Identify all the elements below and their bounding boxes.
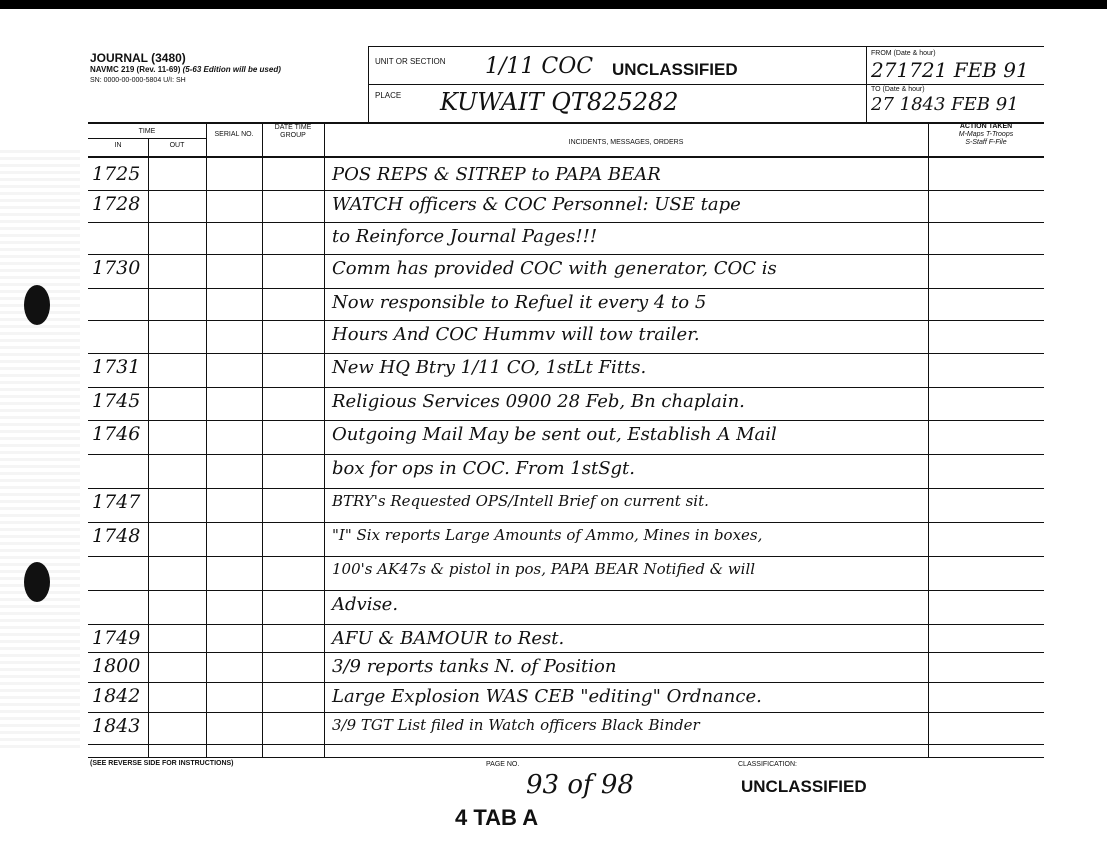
row-rule [88,254,1044,255]
to-label: TO (Date & hour) [871,86,925,93]
row-time-in: 1747 [92,491,141,513]
rule [88,757,1044,758]
rule [368,46,1044,47]
row-time-in: 1748 [92,525,141,547]
unit-value: 1/11 COC [485,54,594,79]
row-incident-text: 3/9 reports tanks N. of Position [332,656,617,677]
classification-top: UNCLASSIFIED [612,60,738,79]
row-rule [88,652,1044,653]
row-incident-text: "I" Six reports Large Amounts of Ammo, Mines in boxes, [332,526,763,544]
rule [88,138,206,139]
row-rule [88,682,1044,683]
from-value: 271721 FEB 91 [871,58,1029,82]
to-value: 27 1843 FEB 91 [871,94,1019,115]
from-label: FROM (Date & hour) [871,50,936,57]
place-value: KUWAIT QT825282 [440,88,679,116]
row-incident-text: Outgoing Mail May be sent out, Establish A Mail [332,424,777,445]
row-rule [88,712,1044,713]
row-time-in: 1800 [92,655,141,677]
rule [88,156,1044,158]
row-rule [88,522,1044,523]
col-serial: SERIAL NO. [214,131,254,138]
rule [368,46,369,122]
form-title: JOURNAL (3480) [90,51,186,65]
form-header [90,53,281,86]
row-rule [88,556,1044,557]
row-time-in: 1749 [92,627,141,649]
scan-top-border [0,0,1107,9]
row-incident-text: Religious Services 0900 28 Feb, Bn chaplain. [332,391,745,412]
place-label: PLACE [375,91,402,100]
col-action: ACTION TAKEN [959,123,1013,130]
row-rule [88,624,1044,625]
form-sn: SN: 0000-00-000-5804 U/I: SH [90,77,186,84]
tab-stamp: 4 TAB A [455,805,539,830]
row-time-in: 1728 [92,193,141,215]
row-time-in: 1730 [92,257,141,279]
unit-label: UNIT OR SECTION [375,57,446,66]
page-label: PAGE NO. [486,761,520,768]
page-value: 93 of 98 [526,770,634,800]
col-incidents: INCIDENTS, MESSAGES, ORDERS [568,139,684,146]
col-out: OUT [169,142,185,149]
row-rule [88,190,1044,191]
classification-bottom: UNCLASSIFIED [741,777,867,796]
col-dtg: DATE TIME GROUP [274,124,312,139]
row-rule [88,488,1044,489]
form-revision: NAVMC 219 (Rev. 11-69) [90,65,181,74]
row-incident-text: Advise. [332,594,399,615]
rule [928,122,929,758]
row-incident-text: AFU & BAMOUR to Rest. [332,628,565,649]
row-incident-text: Hours And COC Hummv will tow trailer. [332,324,700,345]
row-rule [88,454,1044,455]
row-incident-text: 3/9 TGT List filed in Watch officers Black Binder [332,716,700,734]
row-rule [88,387,1044,388]
row-incident-text: 100's AK47s & pistol in pos, PAPA BEAR Notified & will [332,560,756,578]
row-rule [88,288,1044,289]
row-incident-text: POS REPS & SITREP to PAPA BEAR [332,164,661,185]
row-rule [88,744,1044,745]
row-incident-text: Comm has provided COC with generator, COC is [332,258,777,279]
rule [88,122,1044,124]
row-rule [88,320,1044,321]
row-incident-text: New HQ Btry 1/11 CO, 1stLt Fitts. [332,357,647,378]
punch-hole [24,562,50,602]
row-incident-text: to Reinforce Journal Pages!!! [332,226,598,247]
row-rule [88,222,1044,223]
classification-label: CLASSIFICATION: [738,761,797,768]
row-time-in: 1843 [92,715,141,737]
col-action-codes: S-Staff F-File [965,139,1007,146]
row-rule [88,353,1044,354]
row-rule [88,590,1044,591]
col-in: IN [114,142,122,149]
rule [368,84,1044,85]
row-incident-text: box for ops in COC. From 1stSgt. [332,458,636,479]
punch-hole [24,285,50,325]
rule [866,46,867,122]
row-time-in: 1725 [92,163,141,185]
form-revision-note: (5-63 Edition will be used) [182,65,281,74]
row-time-in: 1842 [92,685,141,707]
row-time-in: 1746 [92,423,141,445]
rule [148,138,149,758]
col-time: TIME [138,128,156,135]
row-rule [88,420,1044,421]
row-time-in: 1731 [92,356,141,378]
scan-margin-noise [0,150,80,750]
row-incident-text: Large Explosion WAS CEB "editing" Ordnance. [332,686,762,707]
rule [206,122,207,758]
rule [262,122,263,758]
footer-reverse-note: (SEE REVERSE SIDE FOR INSTRUCTIONS) [90,760,234,767]
row-incident-text: BTRY's Requested OPS/Intell Brief on current sit. [332,492,709,510]
row-incident-text: WATCH officers & COC Personnel: USE tape [332,194,741,215]
col-action-codes: M-Maps T-Troops [958,131,1014,138]
row-incident-text: Now responsible to Refuel it every 4 to 5 [332,292,707,313]
row-time-in: 1745 [92,390,141,412]
rule [324,122,325,758]
